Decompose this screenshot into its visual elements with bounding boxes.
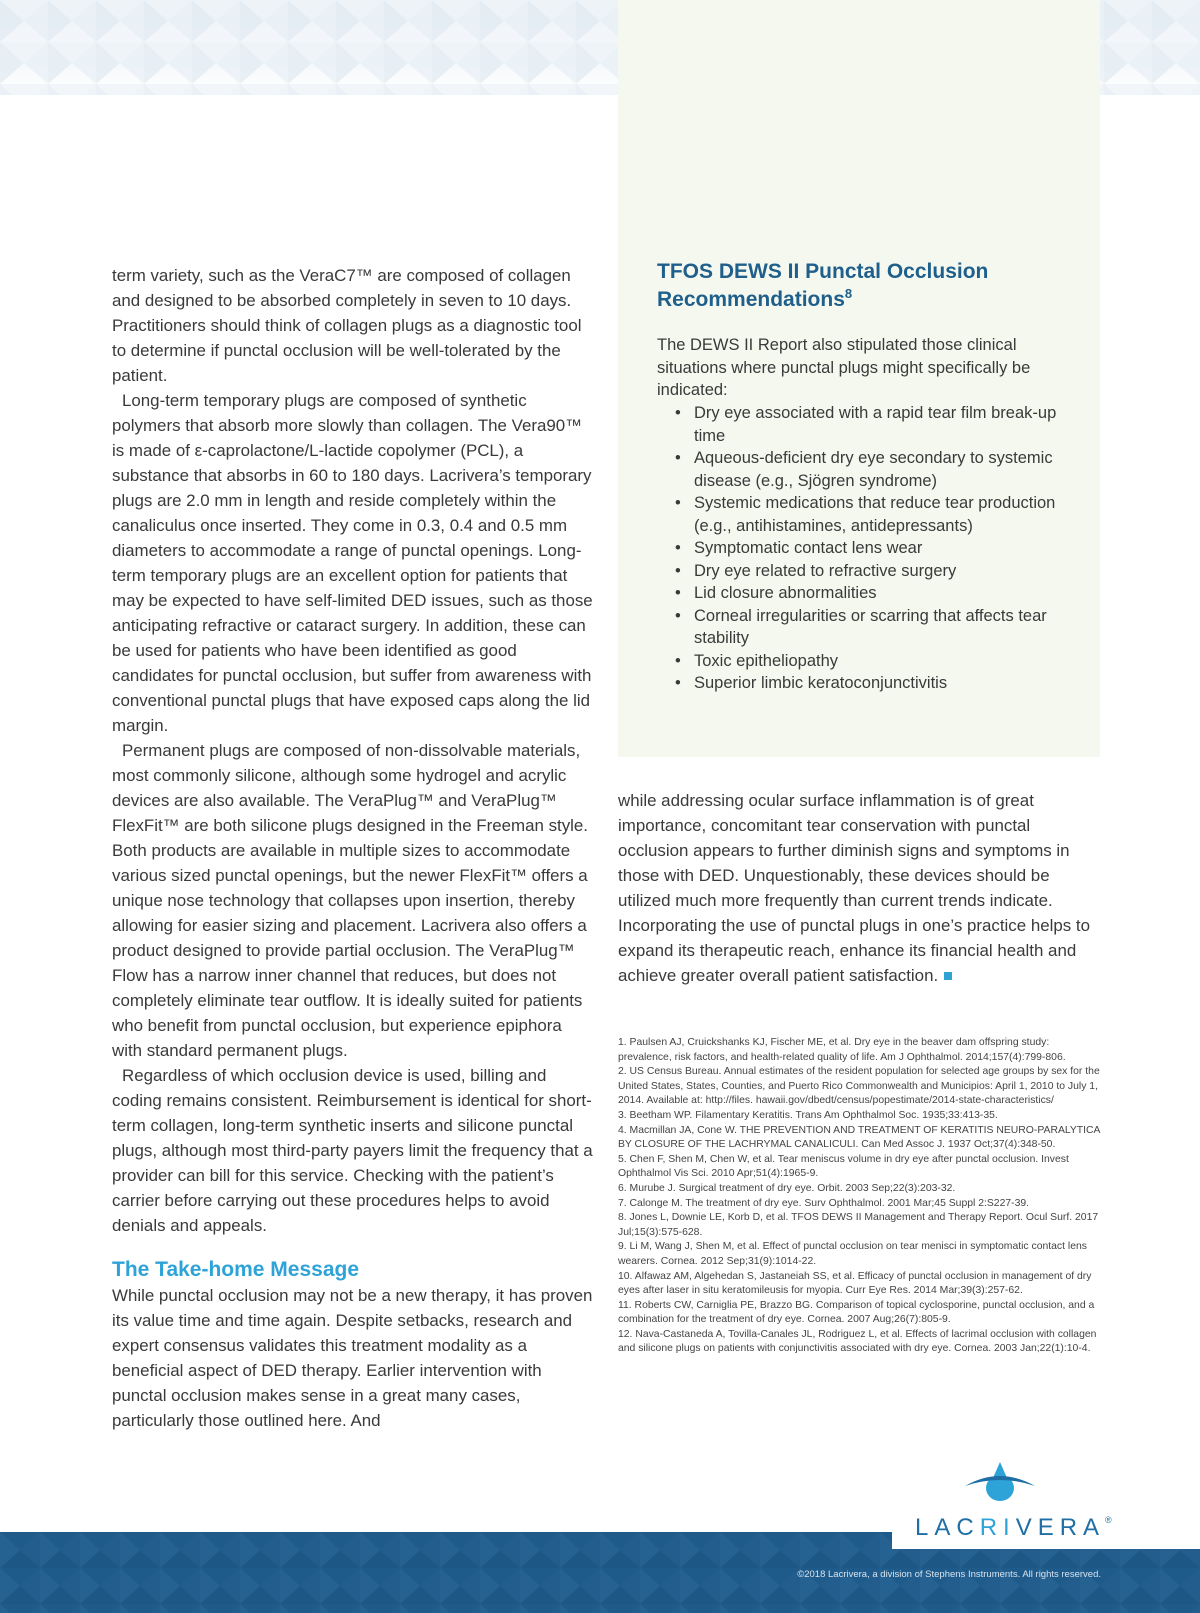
paragraph: term variety, such as the VeraC7™ are composed of collagen and designed to be absorbed completely in seven to 10 days. Practitioners should think of collagen plugs as a diagnostic tool to determine if punctal occlusion will be well-tolerated by the patient. bbox=[112, 266, 582, 385]
reference-item: 6. Murube J. Surgical treatment of dry eye. Orbit. 2003 Sep;22(3):203-32. bbox=[618, 1182, 956, 1194]
paragraph: while addressing ocular surface inflammation is of great importance, concomitant tear conservation with punctal occlusion appears to further diminish signs and symptoms in those with DED. Unquestionably, these devices should be utilized much more frequently than current trends indicate. Incorporating the use of punctal plugs in one’s practice helps to expand its therapeutic reach, enhance its financial health and achieve greater overall patient satisfaction. bbox=[618, 791, 1090, 985]
paragraph: Long-term temporary plugs are composed of synthetic polymers that absorb more slowly than collagen. The Vera90™ is made of ε-caprolactone/L-lactide copolymer (PCL), a substance that absorbs in 60 to 180 days. Lacrivera’s temporary plugs are 2.0 mm in length and reside completely within the canaliculus once inserted. They come in 0.3, 0.4 and 0.5 mm diameters to accommodate a range of punctal openings. Long-term temporary plugs are an excellent option for patients that may be expected to have self-limited DED issues, such as those anticipating refractive or cataract surgery. In addition, these can be used for patients who have been identified as good candidates for punctal occlusion, but suffer from awareness with conventional punctal plugs that have exposed caps along the lid margin. bbox=[112, 391, 593, 735]
list-item: • Corneal irregularities or scarring that affects tear stability bbox=[657, 605, 1077, 650]
eye-logo-icon bbox=[963, 1460, 1037, 1504]
paragraph: Permanent plugs are composed of non-dissolvable materials, most commonly silicone, although some hydrogel and acrylic devices are also available. The VeraPlug™ and VeraPlug™ FlexFit™ are both silicone plugs designed in the Freeman style. Both products are available in multiple sizes to accommodate various sized punctal openings, but the newer FlexFit™ offers a unique nose technology that collapses upon insertion, thereby allowing for easier sizing and placement. Lacrivera also offers a product designed to provide partial occlusion. The VeraPlug™ Flow has a narrow inner channel that reduces, but does not completely eliminate tear outflow. It is ideally suited for patients who benefit from punctal occlusion, but experience epiphora with standard permanent plugs. bbox=[112, 741, 588, 1060]
lacrivera-logo-wordmark: LACRIVERA® bbox=[915, 1514, 1112, 1541]
copyright-notice: ©2018 Lacrivera, a division of Stephens Instruments. All rights reserved. bbox=[797, 1569, 1101, 1580]
sidebar-title: TFOS DEWS II Punctal Occlusion Recommendations$^8$ bbox=[657, 260, 989, 311]
reference-item: 9. Li M, Wang J, Shen M, et al. Effect of punctal occlusion on tear menisci in symptomatic contact lens wearers. Cornea. 2012 Sep;31(9):1014-22. bbox=[618, 1241, 1087, 1267]
section-heading: The Take-home Message bbox=[112, 1258, 360, 1281]
reference-item: 12. Nava-Castaneda A, Tovilla-Canales JL, Rodriguez L, et al. Effects of lacrimal occlusion with collagen and silicone plugs on patients with conjunctivitis associated with dry eye. Cornea. 2003 Jan;22(1):10-4. bbox=[618, 1328, 1097, 1355]
end-of-article-square-icon bbox=[944, 972, 952, 980]
list-item: • Lid closure abnormalities bbox=[657, 582, 1077, 605]
list-item: • Toxic epitheliopathy bbox=[657, 650, 1077, 673]
list-item: • Symptomatic contact lens wear bbox=[657, 537, 1077, 560]
reference-item: 8. Jones L, Downie LE, Korb D, et al. TFOS DEWS II Management and Therapy Report. Ocul Surf. 2017 Jul;15(3):575-628. bbox=[618, 1212, 1099, 1238]
list-item: • Superior limbic keratoconjunctivitis bbox=[657, 672, 1077, 695]
reference-item: 10. Alfawaz AM, Algehedan S, Jastaneiah SS, et al. Efficacy of punctal occlusion in management of dry eyes after laser in situ keratomileusis for myopia. Curr Eye Res. 2014 Mar;39(3):257-62. bbox=[618, 1270, 1092, 1297]
list-item: • Systemic medications that reduce tear production (e.g., antihistamines, antidepressants) bbox=[657, 492, 1077, 537]
paragraph: While punctal occlusion may not be a new therapy, it has proven its value time and time again. Despite setbacks, research and expert consensus validates this treatment modality as a beneficial aspect of DED therapy. Earlier intervention with punctal occlusion makes sense in a great many cases, particularly those outlined here. And bbox=[112, 1286, 593, 1430]
reference-item: 4. Macmillan JA, Cone W. THE PREVENTION AND TREATMENT OF KERATITIS NEURO-PARALYTICA BY CLOSURE OF THE LACHRYMAL CANALICULI. Can Med Assoc J. 1937 Oct;37(4):348-50. bbox=[618, 1124, 1100, 1151]
reference-item: 3. Beetham WP. Filamentary Keratitis. Trans Am Ophthalmol Soc. 1935;33:413-35. bbox=[618, 1109, 998, 1121]
list-item: • Dry eye related to refractive surgery bbox=[657, 560, 1077, 583]
reference-item: 11. Roberts CW, Carniglia PE, Brazzo BG. Comparison of topical cyclosporine, punctal occlusion, and a combination for the treatment of dry eye. Cornea. 2007 Aug;26(7):805-9. bbox=[618, 1299, 1095, 1326]
right-column bbox=[618, 788, 1102, 988]
sidebar-intro: The DEWS II Report also stipulated those clinical situations where punctal plugs might specifically be indicated: bbox=[657, 336, 1031, 399]
list-item: • Aqueous-deficient dry eye secondary to systemic disease (e.g., Sjögren syndrome) bbox=[657, 447, 1077, 492]
reference-item: 2. US Census Bureau. Annual estimates of the resident population for selected age groups by sex for the United States, States, Counties, and Puerto Rico Commonwealth and Municipios: April 1, 2010 to July 1, 2014. Available at: http://files. hawaii.gov/dbedt/census/popestimate/2014-state-characteristics/ bbox=[618, 1066, 1100, 1107]
reference-item: 7. Calonge M. The treatment of dry eye. Surv Ophthalmol. 2001 Mar;45 Suppl 2:S227-39. bbox=[618, 1197, 1030, 1209]
recommendations-list bbox=[657, 402, 1077, 695]
paragraph: Regardless of which occlusion device is used, billing and coding remains consistent. Reimbursement is identical for short-term collagen, long-term synthetic inserts and silicone punctal plugs, although most third-party payers limit the frequency that a provider can bill for this service. Checking with the patient’s carrier before carrying out these procedures helps to avoid denials and appeals. bbox=[112, 1066, 593, 1235]
reference-item: 5. Chen F, Shen M, Chen W, et al. Tear meniscus volume in dry eye after punctal occlusion. Invest Ophthalmol Vis Sci. 2010 Apr;51(4):1965-9. bbox=[618, 1153, 1069, 1180]
left-column bbox=[112, 263, 596, 1433]
reference-item: 1. Paulsen AJ, Cruickshanks KJ, Fischer ME, et al. Dry eye in the beaver dam offspring study: prevalence, risk factors, and health-related quality of life. Am J Ophthalmol. 2014;157(4):799-806. bbox=[618, 1037, 1066, 1063]
list-item: • Dry eye associated with a rapid tear film break-up time bbox=[657, 402, 1077, 447]
references-list bbox=[618, 1036, 1102, 1357]
